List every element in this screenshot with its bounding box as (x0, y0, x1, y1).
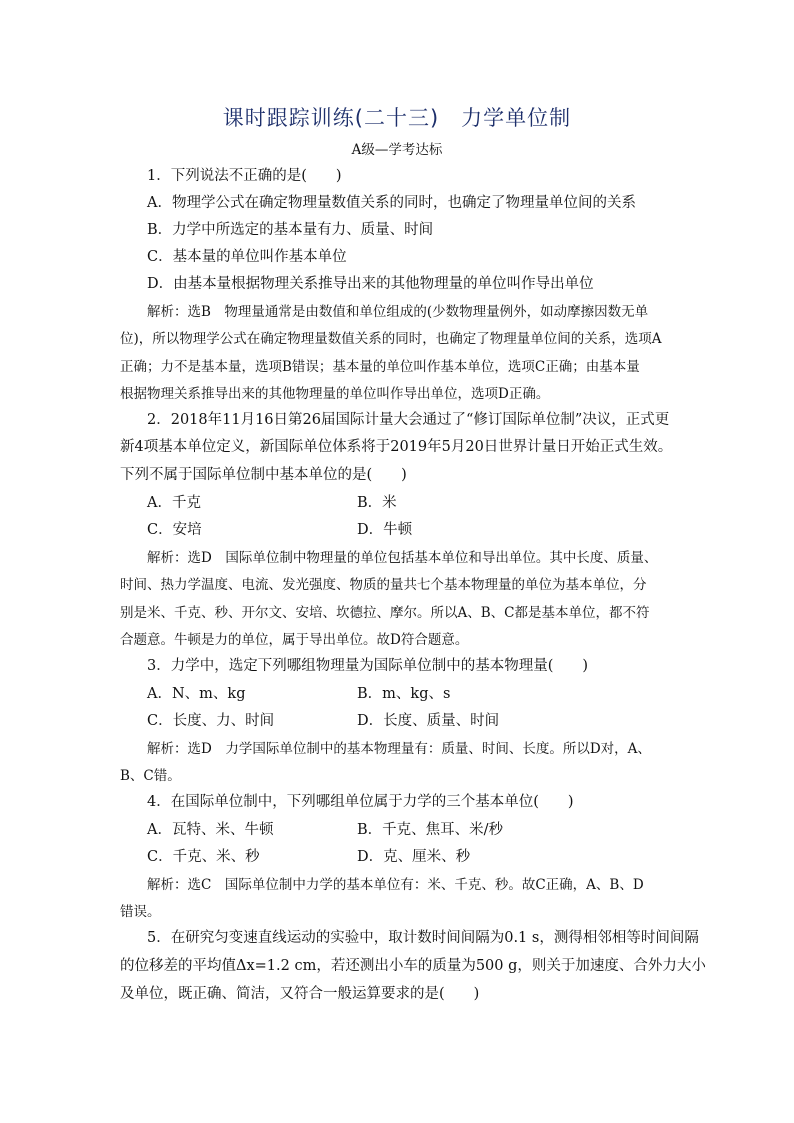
q2-option-d: D．牛顿 (357, 522, 413, 538)
q1-option-d: D．由基本量根据物理关系推导出来的其他物理量的单位叫作导出单位 (147, 276, 594, 292)
q2-analysis-line: 合题意。牛顿是力的单位，属于导出单位。故D符合题意。 (120, 632, 469, 648)
q1-option-c: C．基本量的单位叫作基本单位 (147, 249, 347, 265)
q3-analysis-line: 解析：选D 力学国际单位制中的基本物理量有：质量、时间、长度。所以D对，A、 (147, 741, 651, 757)
q1-analysis-line: 正确；力不是基本量，选项B错误；基本量的单位叫作基本单位，选项C正确；由基本量 (120, 359, 640, 375)
q3-option-d: D．长度、质量、时间 (357, 713, 500, 729)
q1-stem: 1．下列说法不正确的是( ) (147, 168, 342, 184)
q2-stem-line: 新4项基本单位定义，新国际单位体系将于2019年5月20日世界计量日开始正式生效。 (120, 439, 673, 455)
q2-stem-line: 下列不属于国际单位制中基本单位的是( ) (120, 467, 407, 483)
q2-analysis-line: 别是米、千克、秒、开尔文、安培、坎德拉、摩尔。所以A、B、C都是基本单位，都不符 (120, 605, 650, 621)
q3-option-b: B．m、kg、s (357, 686, 451, 702)
q2-stem-line: 2．2018年11月16日第26届国际计量大会通过了“修订国际单位制”决议，正式更 (147, 412, 670, 428)
q5-stem-line: 及单位，既正确、简洁，又符合一般运算要求的是( ) (120, 986, 480, 1002)
q2-analysis-line: 解析：选D 国际单位制中物理量的单位包括基本单位和导出单位。其中长度、质量、 (147, 550, 658, 566)
q1-analysis-line: 根据物理关系推导出来的其他物理量的单位叫作导出单位，选项D正确。 (120, 386, 550, 402)
section-subtitle: A级—学考达标 (351, 142, 443, 158)
q3-stem: 3．力学中，选定下列哪组物理量为国际单位制中的基本物理量( ) (147, 658, 589, 674)
q4-option-c: C．千克、米、秒 (147, 849, 260, 865)
q5-stem-line: 5．在研究匀变速直线运动的实验中，取计数时间间隔为0.1 s，测得相邻相等时间间隔 (147, 930, 699, 946)
q2-option-a: A．千克 (147, 495, 201, 511)
q3-option-c: C．长度、力、时间 (147, 713, 275, 729)
q1-option-b: B．力学中所选定的基本量有力、质量、时间 (147, 222, 434, 238)
page-title: 课时跟踪训练(二十三) 力学单位制 (222, 106, 572, 130)
q4-option-a: A．瓦特、米、牛顿 (147, 822, 274, 838)
q4-option-b: B．千克、焦耳、米/秒 (357, 822, 504, 838)
q4-analysis-line: 解析：选C 国际单位制中力学的基本单位有：米、千克、秒。故C正确，A、B、D (147, 877, 644, 893)
q2-option-b: B．米 (357, 495, 397, 511)
q3-analysis-line: B、C错。 (120, 768, 181, 784)
q1-analysis-line: 位)，所以物理学公式在确定物理量数值关系的同时，也确定了物理量单位间的关系，选项A (120, 331, 662, 347)
q2-option-c: C．安培 (147, 522, 202, 538)
q4-option-d: D．克、厘米、秒 (357, 849, 471, 865)
q4-stem: 4．在国际单位制中，下列哪组单位属于力学的三个基本单位( ) (147, 794, 574, 810)
q4-analysis-line: 错误。 (120, 904, 161, 920)
q5-stem-line: 的位移差的平均值Δx=1.2 cm，若还测出小车的质量为500 g，则关于加速度、合外力大小 (120, 958, 706, 974)
q1-analysis-line: 解析：选B 物理量通常是由数值和单位组成的(少数物理量例外，如动摩擦因数无单 (147, 304, 649, 320)
q3-option-a: A．N、m、kg (147, 686, 246, 702)
q2-analysis-line: 时间、热力学温度、电流、发光强度、物质的量共七个基本物理量的单位为基本单位，分 (120, 577, 647, 593)
q1-option-a: A．物理学公式在确定物理量数值关系的同时，也确定了物理量单位间的关系 (147, 195, 636, 211)
